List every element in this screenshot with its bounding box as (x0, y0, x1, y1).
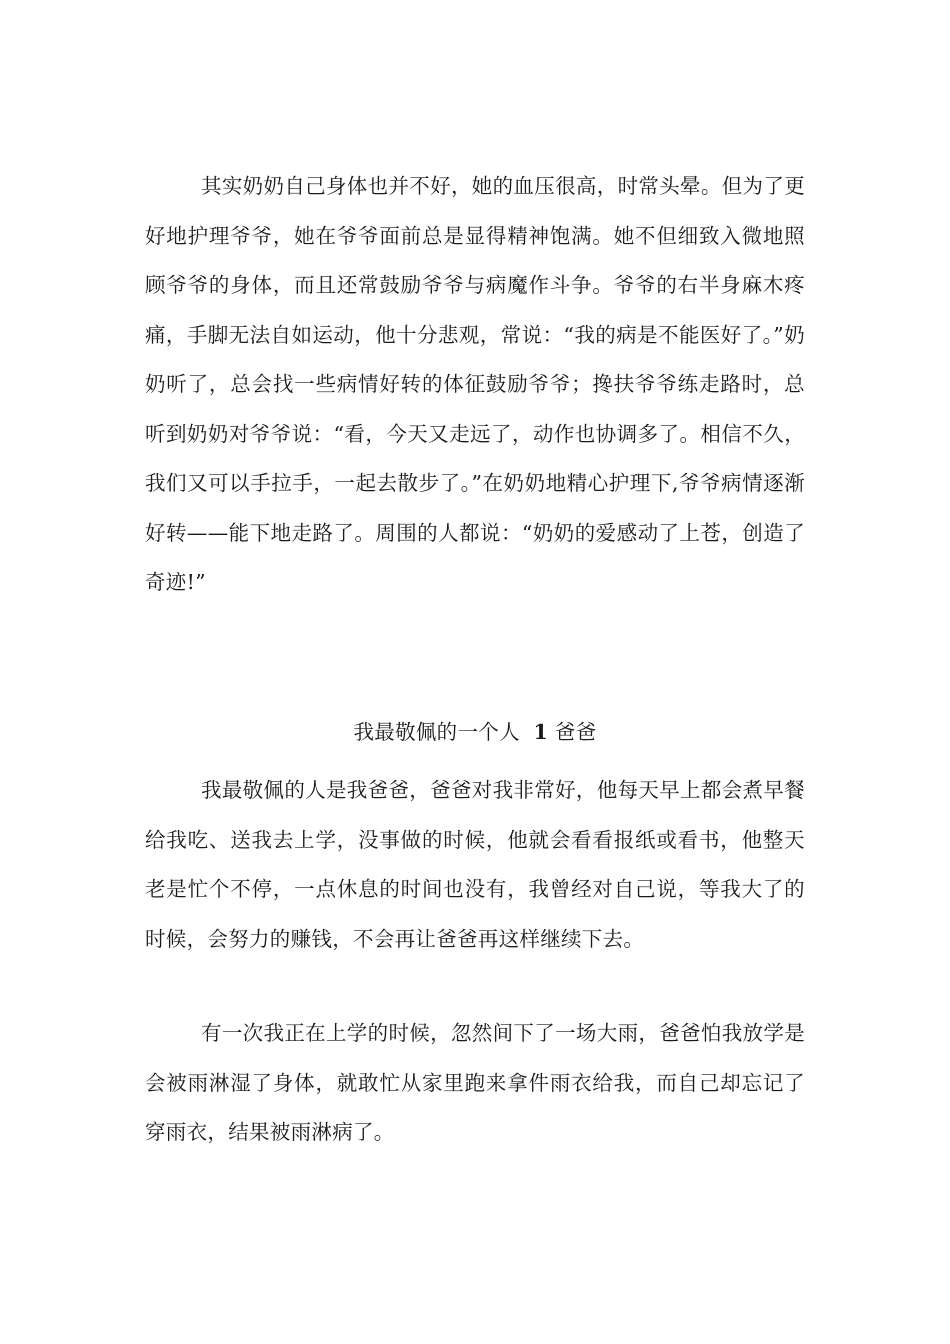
paragraph-rain-story: 有一次我正在上学的时候，忽然间下了一场大雨，爸爸怕我放学是会被雨淋湿了身体，就敢忙从家里跑来拿件雨衣给我，而自己却忘记了穿雨衣，结果被雨淋病了。 (145, 1021, 805, 1144)
essay-title-number: 1 (533, 720, 549, 744)
essay-title-subject: 爸爸 (554, 720, 597, 744)
essay-title (145, 714, 805, 750)
paragraph-dad-intro: 我最敬佩的人是我爸爸，爸爸对我非常好，他每天早上都会煮早餐给我吃、送我去上学，没事做的时候，他就会看看报纸或看书，他整天老是忙个不停，一点休息的时间也没有，我曾经对自己说，等我大了的时候，会努力的赚钱，不会再让爸爸再这样继续下去。 (145, 778, 805, 951)
paragraph-grandma: 其实奶奶自己身体也并不好，她的血压很高，时常头晕。但为了更好地护理爷爷，她在爷爷面前总是显得精神饱满。她不但细致入微地照顾爷爷的身体，而且还常鼓励爷爷与病魔作斗争。爷爷的右半身麻木疼痛，手脚无法自如运动，他十分悲观，常说：“我的病是不能医好了。”奶奶听了，总会找一些病情好转的体征鼓励爷爷；搀扶爷爷练走路时，总听到奶奶对爷爷说：“看，今天又走远了，动作也协调多了。相信不久，我们又可以手拉手，一起去散步了。”在奶奶地精心护理下,爷爷病情逐渐好转——能下地走路了。周围的人都说：“奶奶的爱感动了上苍，创造了奇迹!” (145, 174, 805, 594)
essay-title-text: 我最敬佩的一个人 (353, 720, 520, 744)
